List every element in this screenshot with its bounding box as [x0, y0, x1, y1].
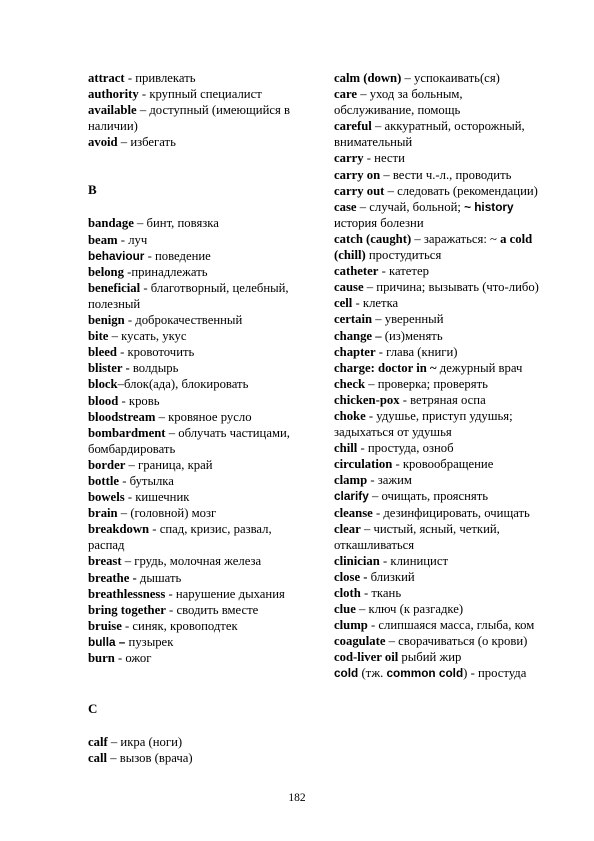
entry-separator: - — [378, 264, 389, 279]
dictionary-entry — [88, 473, 310, 489]
dictionary-entry — [334, 392, 546, 408]
entry-headword: block — [88, 377, 118, 392]
entry-definition: бинт, повязка — [146, 216, 219, 231]
entry-headword: bruise — [88, 618, 122, 633]
entry-headword: authority — [88, 87, 139, 102]
entry-headword: close - — [334, 569, 368, 584]
entry-headword: carry out — [334, 183, 385, 198]
dictionary-entry — [334, 505, 546, 521]
dictionary-entry — [88, 602, 310, 618]
entry-separator: - — [149, 522, 160, 537]
entry-definition: граница, край — [138, 457, 213, 472]
entry-definition: избегать — [130, 135, 176, 150]
entry-separator: – — [368, 489, 382, 504]
dictionary-entry — [334, 456, 546, 472]
entry-separator: - — [119, 473, 130, 488]
entry-separator: – — [108, 329, 122, 344]
dictionary-entry — [334, 633, 546, 649]
entry-definition-secondary: ) - простуда — [463, 666, 527, 681]
dictionary-entry — [88, 489, 310, 505]
entry-headword: coagulate — [334, 634, 386, 649]
entry-separator: – — [401, 71, 414, 85]
dictionary-entry — [334, 376, 546, 392]
entry-headword: clamp — [334, 473, 368, 488]
dictionary-entry — [88, 248, 310, 264]
dictionary-entry — [88, 650, 310, 666]
dictionary-entry — [88, 215, 310, 231]
dictionary-entry — [88, 425, 310, 457]
entry-separator: – — [360, 521, 374, 536]
entry-definition: нарушение дыхания — [175, 586, 285, 601]
entry-separator: – — [107, 735, 121, 750]
dictionary-entry — [88, 360, 310, 376]
dictionary-entry — [334, 553, 546, 569]
entry-separator: – — [355, 602, 369, 617]
entry-headword: bite — [88, 329, 109, 344]
entry-separator: - — [352, 296, 363, 311]
entry-definition: икра (ноги) — [120, 735, 183, 750]
entries-b — [88, 215, 310, 666]
entry-headword: choke — [334, 408, 366, 423]
entry-headword: cod-liver oil — [334, 650, 399, 665]
entry-separator: – — [384, 183, 398, 198]
entry-separator: - — [117, 232, 129, 247]
entry-definition-secondary: простудиться — [365, 248, 442, 263]
entry-headword: chicken-pox — [334, 392, 400, 407]
entry-separator: - — [379, 553, 391, 568]
dictionary-entry — [88, 734, 310, 750]
dictionary-entry — [88, 102, 310, 134]
entry-headword: charge: doctor in ~ — [334, 360, 437, 375]
entry-headword-secondary: a cold (chill) — [334, 231, 533, 263]
dictionary-entry — [334, 263, 546, 279]
entry-definition: благотворный, целебный, полезный — [88, 280, 289, 311]
entry-definition: простуда, озноб — [367, 441, 454, 456]
entry-definition: катетер — [388, 264, 429, 279]
entry-headword: breathlessness — [88, 586, 166, 601]
dictionary-entry — [334, 328, 546, 344]
entry-headword: certain — [334, 312, 373, 327]
right-column — [334, 70, 546, 682]
dictionary-entry — [334, 231, 546, 263]
entry-separator: – — [357, 87, 370, 102]
entry-definition: спад, кризис, развал, распад — [88, 522, 272, 553]
entry-headword: avoid — [88, 135, 118, 150]
entry-headword: border — [88, 457, 126, 472]
entry-separator: – — [365, 376, 378, 391]
dictionary-entry — [88, 409, 310, 425]
entry-definition: привлекать — [135, 71, 196, 85]
dictionary-entry — [334, 408, 546, 440]
entry-headword: calm (down) — [334, 71, 402, 85]
entry-headword: change – — [334, 328, 382, 343]
entry-definition: рыбий жир — [401, 650, 462, 665]
entry-separator: - — [165, 602, 177, 617]
dictionary-entry — [88, 328, 310, 344]
dictionary-entry — [88, 521, 310, 553]
entry-separator: - — [372, 505, 384, 520]
dictionary-entry — [334, 649, 546, 665]
entry-separator: - — [123, 264, 132, 279]
entry-separator: - — [116, 345, 128, 360]
entry-headword: chill — [334, 441, 358, 456]
entry-headword: brain — [88, 506, 118, 521]
entry-definition: близкий — [370, 569, 415, 584]
entry-headword: benign — [88, 313, 125, 328]
dictionary-entry — [334, 311, 546, 327]
entry-headword: clinician — [334, 553, 380, 568]
entry-separator: - — [121, 618, 133, 633]
entry-definition: кусать, укус — [121, 329, 187, 344]
entry-separator: - — [357, 441, 368, 456]
entry-definition: волдырь — [132, 361, 179, 376]
entry-separator: - — [367, 618, 379, 633]
entry-separator: - — [360, 586, 372, 600]
dictionary-entry — [88, 344, 310, 360]
dictionary-entry — [334, 199, 546, 231]
dictionary-entry — [88, 553, 310, 569]
entry-definition: ветряная оспа — [410, 392, 486, 407]
entry-separator: - — [363, 151, 375, 166]
entry-headword: bulla – — [88, 634, 126, 649]
entry-definition: чистый, ясный, четкий, откашливаться — [334, 521, 500, 552]
entry-headword: bowels — [88, 490, 125, 505]
dictionary-entry — [334, 344, 546, 360]
entry-definition: блок(ада), блокировать — [123, 377, 249, 392]
dictionary-entry — [334, 585, 546, 601]
entry-separator: – — [356, 199, 370, 214]
entry-headword: bleed — [88, 345, 117, 360]
entry-headword: belong — [88, 264, 124, 279]
entry-separator: – — [371, 119, 385, 134]
entry-headword: case — [334, 199, 357, 214]
entry-separator: - — [124, 313, 136, 328]
entry-definition: вызов (врача) — [119, 751, 193, 766]
entry-headword: care — [334, 87, 358, 102]
dictionary-entry — [88, 134, 310, 150]
entry-definition: кровь — [128, 393, 160, 408]
entry-headword: attract — [88, 71, 125, 85]
entry-definition: удушье, приступ удушья; задыхаться от удушья — [334, 408, 513, 440]
entry-definition: проверка; проверять — [377, 376, 488, 391]
entry-definition: ключ (к разгадке) — [368, 602, 464, 617]
entry-headword: clarify — [334, 489, 369, 504]
entry-headword: carry on — [334, 167, 381, 182]
entry-definition: кровообращение — [402, 457, 494, 472]
dictionary-entry — [88, 264, 310, 280]
entry-separator: – — [121, 554, 135, 569]
dictionary-entry — [334, 665, 546, 681]
entry-definition: нести — [374, 151, 405, 166]
entry-headword: available — [88, 103, 137, 118]
entry-definition: бутылка — [129, 473, 174, 488]
entry-headword: bring together — [88, 602, 166, 617]
dictionary-entry — [334, 472, 546, 488]
section-heading-c: C — [88, 701, 98, 717]
entry-headword: check — [334, 376, 366, 391]
entry-definition: зажим — [377, 473, 412, 488]
entry-headword: bandage — [88, 216, 134, 231]
dictionary-entry — [334, 360, 546, 376]
entry-definition: луч — [128, 232, 148, 247]
entry-definition: слипшаяся масса, глыба, ком — [378, 618, 535, 633]
entry-definition: клетка — [362, 296, 399, 311]
entry-definition: заражаться: ~ — [423, 231, 501, 246]
dictionary-entry — [88, 634, 310, 650]
entry-definition: случай, больной; — [369, 199, 465, 214]
entries-c — [88, 734, 310, 766]
dictionary-entry — [88, 86, 310, 102]
entry-definition: кишечник — [135, 490, 190, 505]
entry-separator: - — [399, 392, 411, 407]
dictionary-entry — [88, 586, 310, 602]
entry-separator: - — [165, 586, 176, 601]
entry-separator: – — [411, 231, 424, 246]
entry-definition: кровяное русло — [168, 409, 252, 424]
entry-headword: careful — [334, 119, 372, 134]
dictionary-entry — [334, 488, 546, 504]
entry-headword: cause — [334, 280, 364, 295]
entry-definition: очищать, прояснять — [381, 489, 489, 504]
dictionary-entry — [88, 750, 310, 766]
entry-separator: – — [136, 103, 150, 118]
entry-headword: clue — [334, 602, 356, 617]
entry-headword: cell — [334, 296, 353, 311]
dictionary-entry — [334, 295, 546, 311]
entry-definition: принадлежать — [131, 264, 208, 279]
entry-separator: - — [124, 71, 136, 85]
entry-definition: (из)менять — [384, 328, 443, 343]
entry-headword: breathe - — [88, 570, 137, 585]
entry-separator: - — [124, 490, 136, 505]
entry-definition: дышать — [139, 570, 182, 585]
dictionary-entry — [88, 376, 310, 392]
entry-headword: bottle — [88, 473, 120, 488]
entry-separator: – — [117, 135, 131, 150]
entry-headword: cleanse — [334, 505, 373, 520]
entry-separator: – — [363, 280, 377, 295]
entry-headword: bombardment — [88, 425, 166, 440]
entry-separator: (тж. — [358, 666, 387, 681]
entry-definition: сворачиваться (о крови) — [398, 634, 528, 649]
entry-headword: breakdown — [88, 522, 150, 537]
dictionary-entry — [334, 279, 546, 295]
entry-headword: beneficial — [88, 280, 141, 295]
page-number: 182 — [288, 792, 306, 804]
entry-separator: – — [165, 425, 179, 440]
dictionary-entry — [334, 70, 546, 86]
entry-definition: уход за больным, обслуживание, помощь — [334, 87, 463, 118]
dictionary-entry — [88, 457, 310, 473]
dictionary-entry — [334, 183, 546, 199]
dictionary-entry — [88, 70, 310, 86]
entry-headword: clear — [334, 521, 361, 536]
entry-definition: вести ч.-л., проводить — [392, 167, 512, 182]
entry-headword: cloth — [334, 586, 361, 600]
entry-separator: - — [365, 408, 377, 423]
entry-separator: - — [367, 473, 378, 488]
entry-separator: – — [372, 312, 385, 327]
dictionary-entry — [334, 601, 546, 617]
dictionary-entry — [334, 167, 546, 183]
entry-headword: beam — [88, 232, 118, 247]
dictionary-entry — [88, 570, 310, 586]
entry-separator: - — [140, 280, 151, 295]
entry-definition: следовать (рекомендации) — [397, 183, 538, 198]
entry-definition: дезинфицировать, очищать — [383, 505, 530, 520]
entry-headword: catheter — [334, 264, 379, 279]
entry-definition: дежурный врач — [439, 360, 523, 375]
entry-headword: chapter — [334, 344, 376, 359]
dictionary-entry — [88, 280, 310, 312]
entry-definition: уверенный — [384, 312, 444, 327]
entry-definition: причина; вызывать (что-либо) — [376, 280, 539, 295]
entry-definition: клиницист — [390, 553, 449, 568]
entry-separator: - — [138, 87, 150, 102]
entry-separator: - — [114, 651, 126, 665]
section-heading-b: B — [88, 182, 97, 198]
entry-headword: breast — [88, 554, 122, 569]
entry-definition: успокаивать(ся) — [414, 71, 500, 85]
entry-definition: глава (книги) — [386, 344, 458, 359]
entry-separator: – — [133, 216, 147, 231]
entry-separator: – — [380, 167, 393, 182]
dictionary-entry — [88, 393, 310, 409]
entry-definition: облучать частицами, бомбардировать — [88, 425, 290, 456]
entry-separator: - — [375, 344, 387, 359]
entry-definition: кровоточить — [127, 345, 195, 360]
entry-definition: ткань — [371, 586, 402, 600]
entry-headword: catch (caught) — [334, 231, 412, 246]
entry-definition: сводить вместе — [176, 602, 259, 617]
dictionary-entry — [88, 618, 310, 634]
entry-headword: behaviour — [88, 248, 145, 263]
dictionary-entry — [88, 232, 310, 248]
entry-definition: грудь, молочная железа — [134, 554, 262, 569]
dictionary-entry — [334, 521, 546, 553]
entry-definition: (головной) мозг — [130, 506, 217, 521]
left-column — [88, 70, 310, 766]
entry-headword: circulation — [334, 457, 393, 472]
entry-separator: - — [118, 393, 129, 408]
dictionary-entry — [334, 569, 546, 585]
entry-separator: - — [144, 248, 155, 263]
entry-separator: – — [117, 506, 131, 521]
entry-definition: доброкачественный — [135, 313, 243, 328]
dictionary-entry — [334, 118, 546, 150]
entry-headword: call — [88, 751, 108, 766]
entry-headword: blister - — [88, 361, 130, 376]
entry-headword-secondary: ~ history — [464, 199, 514, 214]
dictionary-entry — [334, 150, 546, 166]
entry-separator: - — [392, 457, 403, 472]
entry-headword: burn — [88, 651, 115, 665]
dictionary-entry — [334, 617, 546, 633]
entry-headword: cold — [334, 666, 359, 681]
entry-definition-secondary: история болезни — [334, 215, 424, 230]
dictionary-entry — [88, 312, 310, 328]
entry-definition: аккуратный, осторожный, внимательный — [334, 119, 525, 150]
entry-separator: – — [155, 409, 169, 424]
entry-separator: – — [385, 634, 399, 649]
entries-a — [88, 70, 310, 150]
dictionary-entry — [334, 86, 546, 118]
dictionary-entry — [88, 505, 310, 521]
entry-definition: ожог — [125, 651, 152, 665]
entry-separator: – — [117, 377, 124, 392]
entry-definition: пузырек — [128, 634, 174, 649]
entry-definition: поведение — [154, 248, 211, 263]
entry-headword: bloodstream — [88, 409, 156, 424]
entry-headword-secondary: common cold — [386, 666, 464, 681]
entry-definition: крупный специалист — [149, 87, 262, 102]
entry-definition: синяк, кровоподтек — [132, 618, 238, 633]
entry-separator: – — [125, 457, 139, 472]
entry-definition: доступный (имеющийся в наличии) — [88, 103, 290, 134]
entry-headword: clump — [334, 618, 368, 633]
entries-c-continued — [334, 70, 546, 682]
dictionary-entry — [334, 440, 546, 456]
entry-separator: – — [107, 751, 120, 766]
entry-headword: calf — [88, 735, 108, 750]
entry-headword: blood — [88, 393, 119, 408]
entry-headword: carry — [334, 151, 364, 166]
